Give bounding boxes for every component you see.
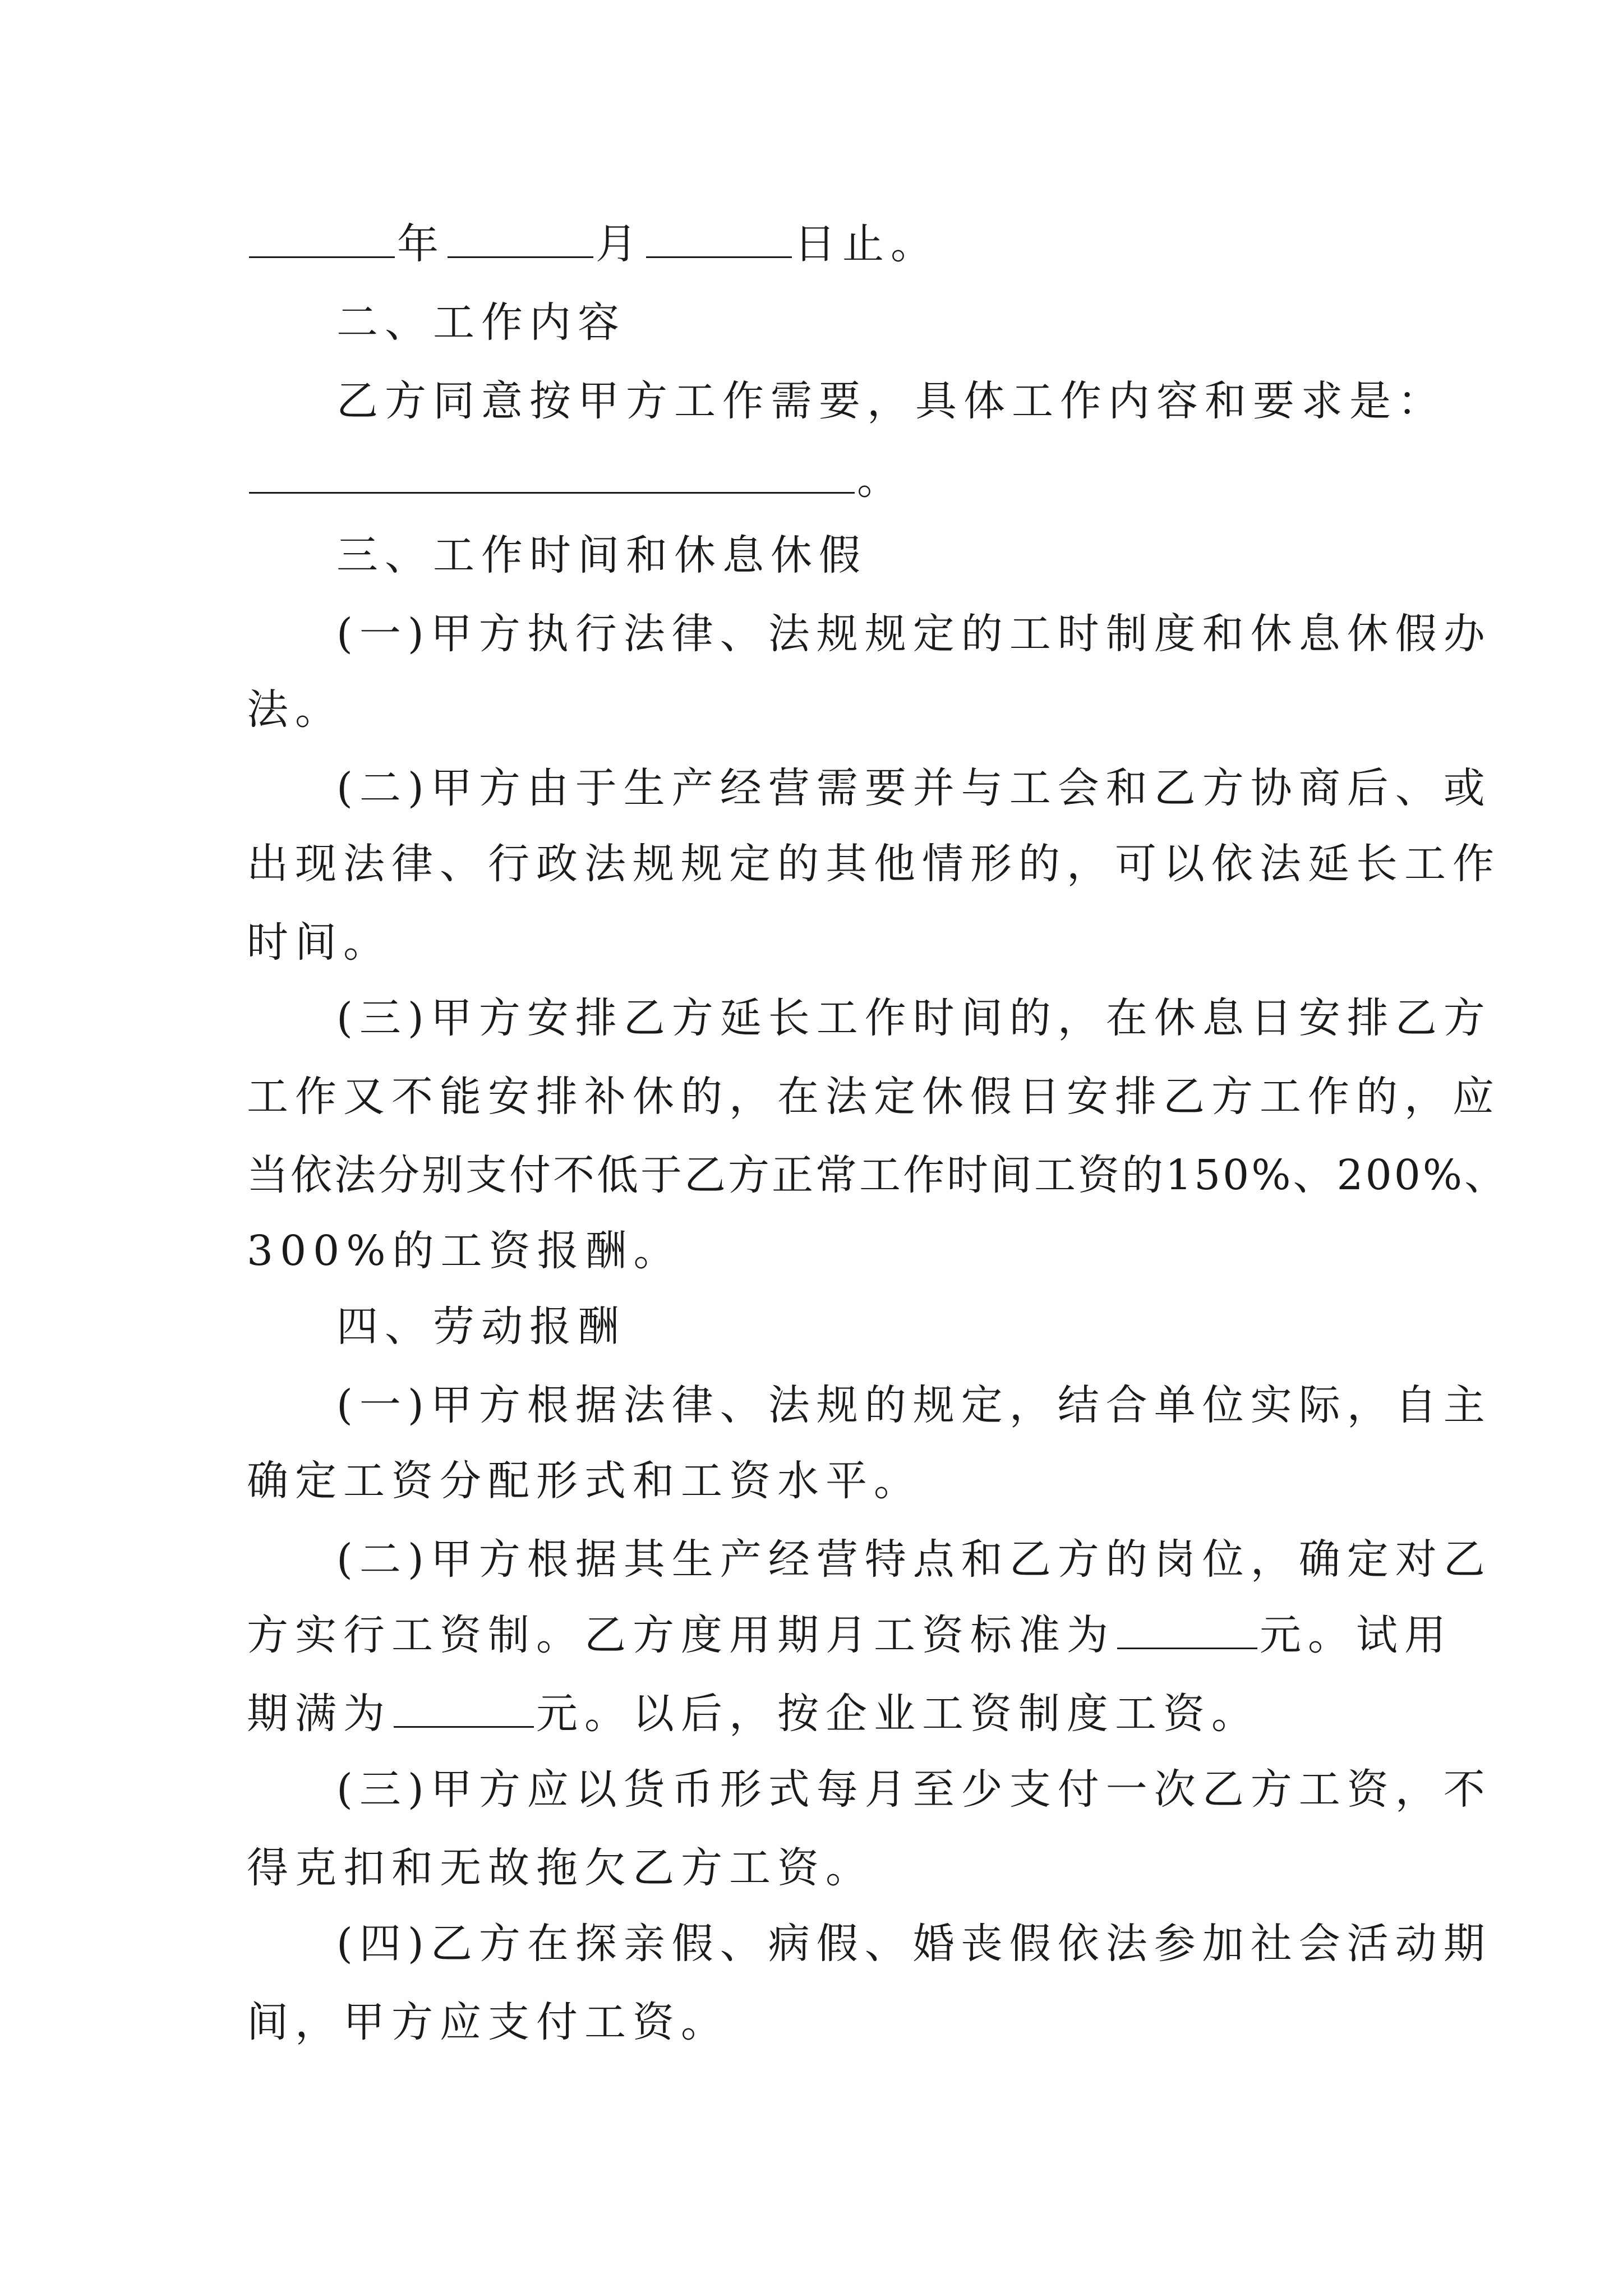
- section-3-item-1-line-1: (一)甲方执行法律、法规规定的工时制度和休息休假办: [336, 610, 1492, 658]
- year-blank: [249, 217, 395, 258]
- day-blank: [646, 217, 792, 258]
- section-3-item-2-line-3: 时间。: [247, 918, 391, 967]
- section-3-item-3-line-1: (三)甲方安排乙方延长工作时间的，在休息日安排乙方: [336, 994, 1492, 1042]
- section-2-para-1-end: 。: [857, 455, 905, 504]
- item-2-line-3-text-b: 元。以后，按企业工资制度工资。: [536, 1690, 1260, 1738]
- section-4-heading: 四、劳动报酬: [336, 1303, 626, 1351]
- item-2-line-2-text-b: 元。试用: [1260, 1611, 1453, 1659]
- section-3-item-3-line-4: 300%的工资报酬。: [247, 1227, 682, 1275]
- section-3-item-2-line-2: 出现法律、行政法规规定的其他情形的，可以依法延长工作: [247, 840, 1501, 888]
- month-suffix: 月: [596, 220, 644, 268]
- section-4-item-4-line-2: 间，甲方应支付工资。: [247, 1998, 729, 2046]
- section-4-item-2-line-2: [247, 1607, 1453, 1663]
- section-2-para-1-blank-line: [247, 452, 905, 508]
- section-4-item-1-line-1: (一)甲方根据法律、法规的规定，结合单位实际，自主: [336, 1381, 1492, 1429]
- month-blank: [448, 217, 593, 258]
- year-suffix: 年: [397, 220, 445, 268]
- section-4-item-3-line-1: (三)甲方应以货币形式每月至少支付一次乙方工资，不: [336, 1765, 1492, 1814]
- section-3-item-1-line-2: 法。: [247, 685, 343, 734]
- regular-wage-blank: [394, 1687, 534, 1728]
- section-2-heading: 二、工作内容: [336, 298, 626, 347]
- section-3-item-2-line-1: (二)甲方由于生产经营需要并与工会和乙方协商后、或: [336, 764, 1492, 812]
- work-content-blank: [249, 453, 855, 494]
- section-3-item-3-line-3: 当依法分别支付不低于乙方正常工作时间工资的150%、200%、: [247, 1151, 1509, 1199]
- section-3-item-3-line-2: 工作又不能安排补休的，在法定休假日安排乙方工作的，应: [247, 1073, 1501, 1121]
- date-line: [247, 216, 939, 272]
- section-4-item-4-line-1: (四)乙方在探亲假、病假、婚丧假依法参加社会活动期: [336, 1920, 1492, 1968]
- probation-wage-blank: [1117, 1608, 1257, 1649]
- section-4-item-2-line-1: (二)甲方根据其生产经营特点和乙方的岗位，确定对乙: [336, 1535, 1492, 1584]
- day-suffix: 日止。: [794, 220, 939, 268]
- section-4-item-3-line-2: 得克扣和无故拖欠乙方工资。: [247, 1844, 874, 1892]
- section-4-item-2-line-3: [247, 1686, 1260, 1742]
- section-4-item-1-line-2: 确定工资分配形式和工资水平。: [247, 1457, 922, 1505]
- item-2-line-3-text-a: 期满为: [247, 1690, 391, 1738]
- item-2-line-2-text-a: 方实行工资制。乙方度用期月工资标准为: [247, 1611, 1115, 1659]
- section-3-heading: 三、工作时间和休息休假: [336, 531, 867, 579]
- section-2-para-1: 乙方同意按甲方工作需要，具体工作内容和要求是：: [336, 377, 1446, 425]
